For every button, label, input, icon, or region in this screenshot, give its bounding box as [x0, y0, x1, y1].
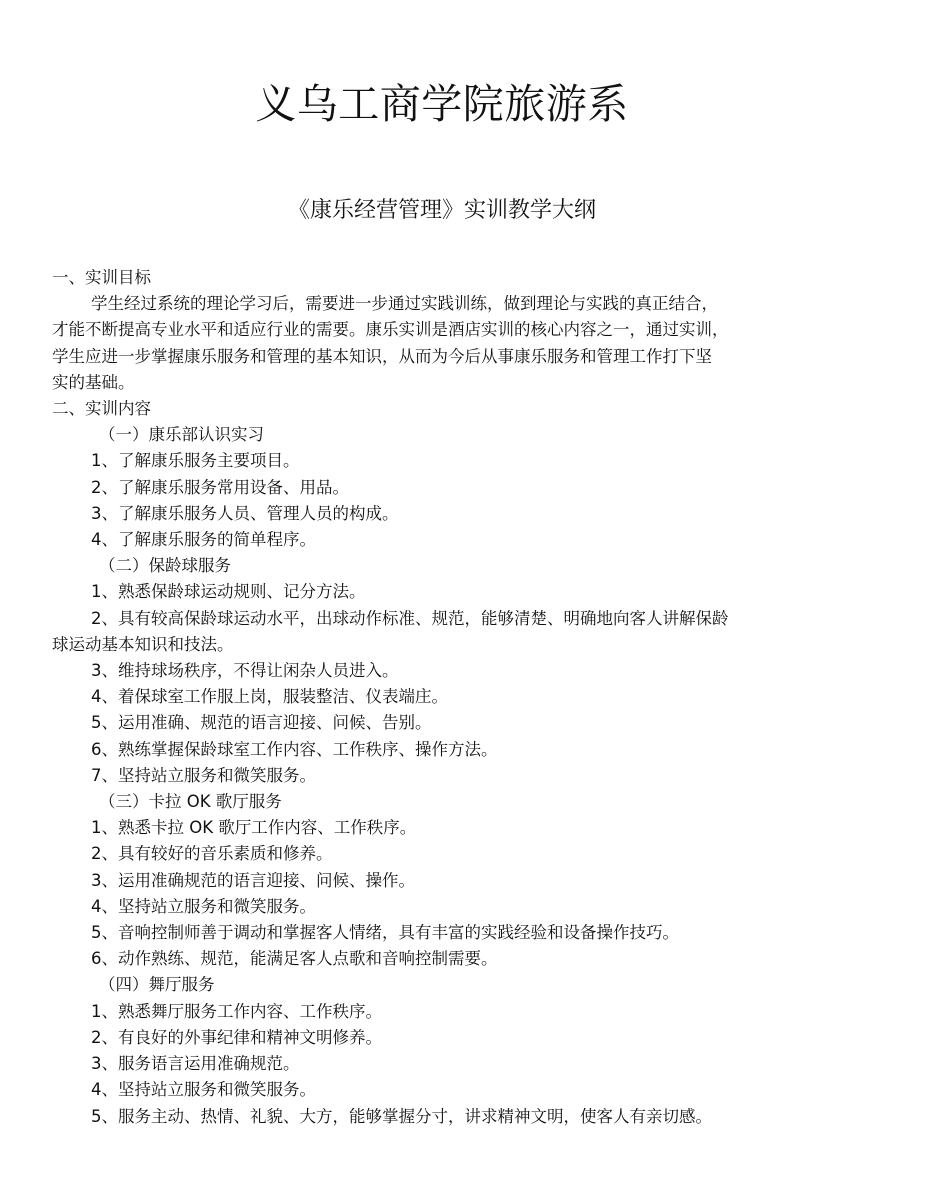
list-item: 3、维持球场秩序，不得让闲杂人员进入。: [91, 661, 399, 681]
paragraph-line: 学生应进一步掌握康乐服务和管理的基本知识，从而为今后从事康乐服务和管理工作打下坚: [52, 346, 712, 366]
list-item: 5、服务主动、热情、礼貌、大方，能够掌握分寸，讲求精神文明，使客人有亲切感。: [91, 1106, 712, 1126]
list-item: 3、运用准确规范的语言迎接、问候、操作。: [91, 870, 415, 890]
subsection-heading: （四）舞厅服务: [99, 975, 215, 995]
list-item: 5、音响控制师善于调动和掌握客人情绪，具有丰富的实践经验和设备操作技巧。: [91, 923, 679, 943]
list-item: 3、服务语言运用准确规范。: [91, 1054, 300, 1074]
subsection-heading: （二）保龄球服务: [99, 556, 231, 576]
list-item: 3、了解康乐服务人员、管理人员的构成。: [91, 503, 399, 523]
list-item: 1、熟悉保龄球运动规则、记分方法。: [91, 582, 366, 602]
list-item: 7、坚持站立服务和微笑服务。: [91, 765, 316, 785]
list-item: 1、了解康乐服务主要项目。: [91, 451, 300, 471]
document-body: [52, 265, 832, 1130]
list-item: 1、熟悉舞厅服务工作内容、工作秩序。: [91, 1001, 382, 1021]
list-item: 6、动作熟练、规范，能满足客人点歌和音响控制需要。: [91, 949, 498, 969]
subsection-heading: （三）卡拉 OK 歌厅服务: [99, 792, 282, 812]
paragraph-line: 学生经过系统的理论学习后，需要进一步通过实践训练，做到理论与实践的真正结合，: [91, 294, 718, 314]
list-item: 4、了解康乐服务的简单程序。: [91, 530, 316, 550]
list-item: 2、具有较高保龄球运动水平，出球动作标准、规范，能够清楚、明确地向客人讲解保龄: [91, 608, 729, 628]
document-title: 义乌工商学院旅游系: [255, 80, 629, 128]
paragraph-line: 实的基础。: [52, 372, 135, 392]
list-item: 6、熟练掌握保龄球室工作内容、工作秩序、操作方法。: [91, 739, 498, 759]
document-subtitle: 《康乐经营管理》实训教学大纲: [287, 198, 596, 223]
paragraph-line: 才能不断提高专业水平和适应行业的需要。康乐实训是酒店实训的核心内容之一，通过实训，: [52, 320, 729, 340]
list-item: 4、坚持站立服务和微笑服务。: [91, 1080, 316, 1100]
section-heading-objectives: 一、实训目标: [52, 268, 151, 287]
list-item: 2、有良好的外事纪律和精神文明修养。: [91, 1027, 382, 1047]
list-item: 4、着保球室工作服上岗，服装整洁、仪表端庄。: [91, 687, 448, 707]
list-item: 2、了解康乐服务常用设备、用品。: [91, 477, 349, 497]
subsection-heading: （一）康乐部认识实习: [99, 425, 264, 445]
list-item: 2、具有较好的音乐素质和修养。: [91, 844, 333, 864]
list-item: 1、熟悉卡拉 OK 歌厅工作内容、工作秩序。: [91, 818, 417, 838]
list-item: 4、坚持站立服务和微笑服务。: [91, 896, 316, 916]
list-item-continuation: 球运动基本知识和技法。: [52, 634, 234, 654]
list-item: 5、运用准确、规范的语言迎接、问候、告别。: [91, 713, 432, 733]
section-heading-content: 二、实训内容: [52, 399, 151, 419]
